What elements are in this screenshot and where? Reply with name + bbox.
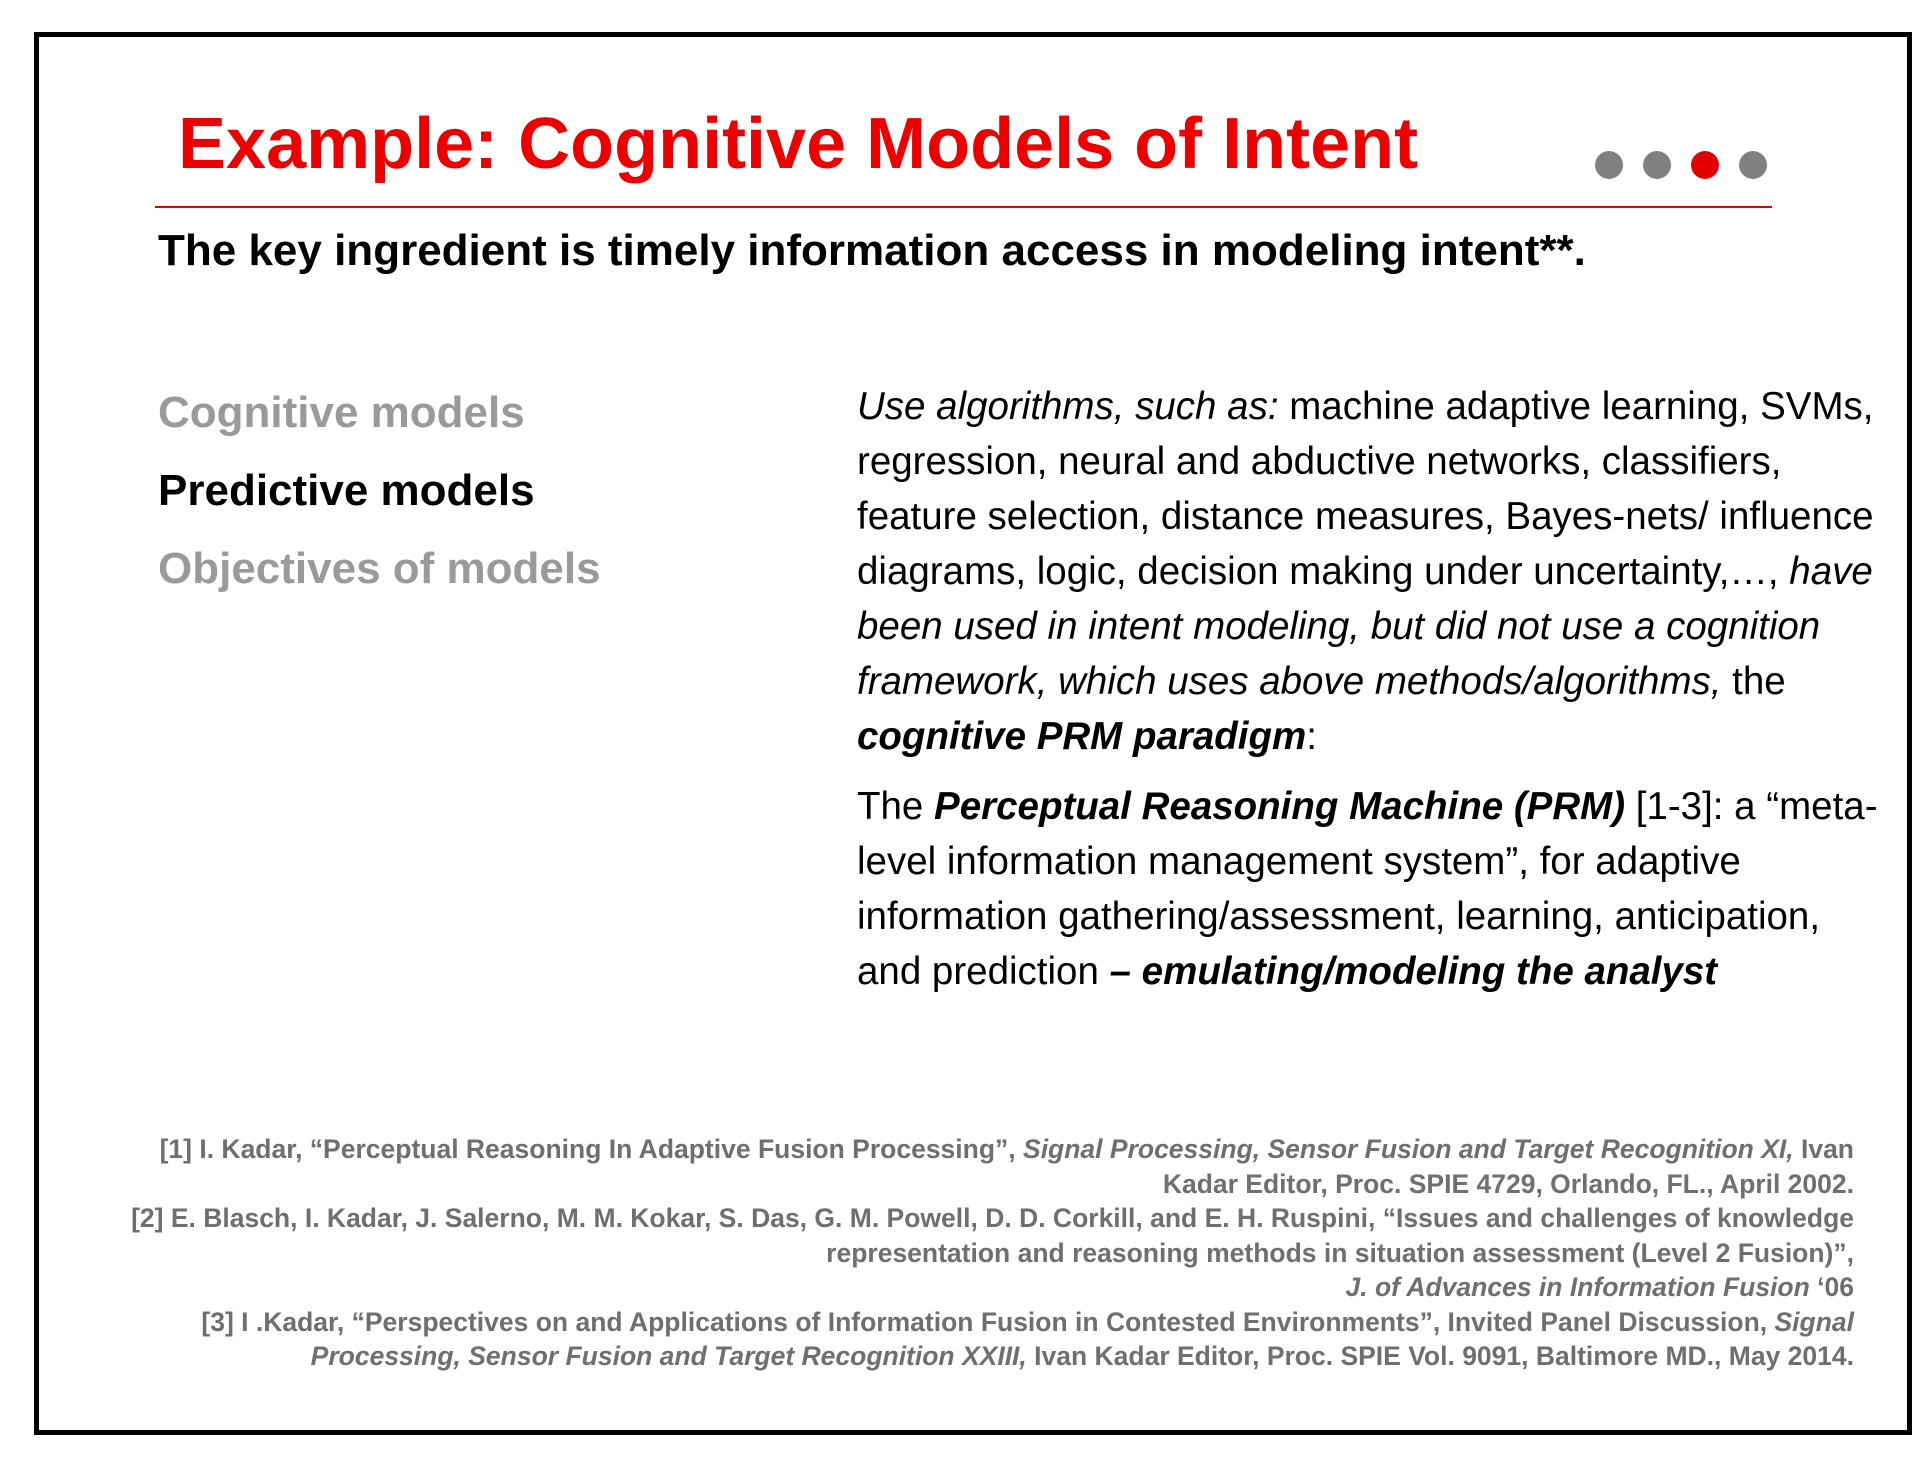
body-text [857, 379, 1887, 999]
prm-emphasis: – emulating/modeling the analyst [1109, 950, 1718, 993]
reference-2 [110, 1201, 1854, 1305]
sidebar-item-predictive-models: Predictive models [158, 466, 535, 515]
prm-paragraph [857, 779, 1887, 999]
reference-3-venue: Signal Processing, Sensor Fusion and Target Recognition XXIII, [310, 1306, 1854, 1371]
sidebar-item-cognitive-models: Cognitive models [158, 388, 525, 437]
algorithms-paragraph [857, 379, 1887, 764]
reference-2-venue: J. of Advances in Information Fusion [1345, 1272, 1810, 1302]
connector-text: the [1721, 660, 1786, 703]
reference-2-details: ‘06 [1809, 1272, 1854, 1302]
prm-term: Perceptual Reasoning Machine (PRM) [934, 785, 1626, 828]
slide-subtitle: The key ingredient is timely information access in modeling intent**. [158, 226, 1586, 275]
reference-3-authors: [3] I .Kadar, “Perspectives on and Applications of Information Fusion in Contested Environments”, Invited Panel Discussion, [201, 1306, 1775, 1337]
colon-text: : [1306, 715, 1317, 758]
slide-progress-dots [1595, 151, 1765, 181]
algorithms-note: have been used in intent modeling, but did not use a cognition framework, which uses above methods/algorithms, [857, 550, 1873, 703]
algorithms-list: machine adaptive learning, SVMs, regression, neural and abductive networks, classifiers, feature selection, distance measures, Bayes-nets/ influence diagrams, logic, decision making under uncertainty,…, [857, 385, 1874, 593]
progress-dot-2 [1643, 151, 1671, 179]
progress-dot-1 [1595, 151, 1623, 179]
prm-lead-text: The [857, 785, 935, 828]
references [110, 1132, 1854, 1374]
reference-3-details: Ivan Kadar Editor, Proc. SPIE Vol. 9091, Baltimore MD., May 2014. [1026, 1341, 1854, 1371]
reference-2-authors: [2] E. Blasch, I. Kadar, J. Salerno, M. M. Kokar, S. Das, G. M. Powell, D. D. Corkill, and E. H. Ruspini, “Issues and challenges of knowledge representation and reasoning methods in situation assessment (Level 2 Fusion)”, [131, 1203, 1854, 1268]
prm-description: [1-3]: a “meta-level information management system”, for adaptive information gathering/assessment, learning, anticipation, and prediction [857, 785, 1878, 993]
title-underline [155, 206, 1772, 208]
slide-title: Example: Cognitive Models of Intent [178, 104, 1419, 184]
reference-3 [110, 1305, 1854, 1374]
progress-dot-4 [1739, 151, 1767, 179]
reference-1-authors: [1] I. Kadar, “Perceptual Reasoning In Adaptive Fusion Processing”, [159, 1134, 1024, 1164]
algorithms-intro: Use algorithms, such as: [857, 385, 1279, 428]
prm-paradigm-term: cognitive PRM paradigm [857, 715, 1307, 758]
progress-dot-3 [1691, 151, 1719, 179]
sidebar-item-objectives-of-models: Objectives of models [158, 544, 601, 593]
reference-1 [110, 1132, 1854, 1201]
reference-1-details: Ivan Kadar Editor, Proc. SPIE 4729, Orlando, FL., April 2002. [1162, 1134, 1854, 1199]
reference-1-venue: Signal Processing, Sensor Fusion and Target Recognition XI, [1023, 1134, 1794, 1164]
